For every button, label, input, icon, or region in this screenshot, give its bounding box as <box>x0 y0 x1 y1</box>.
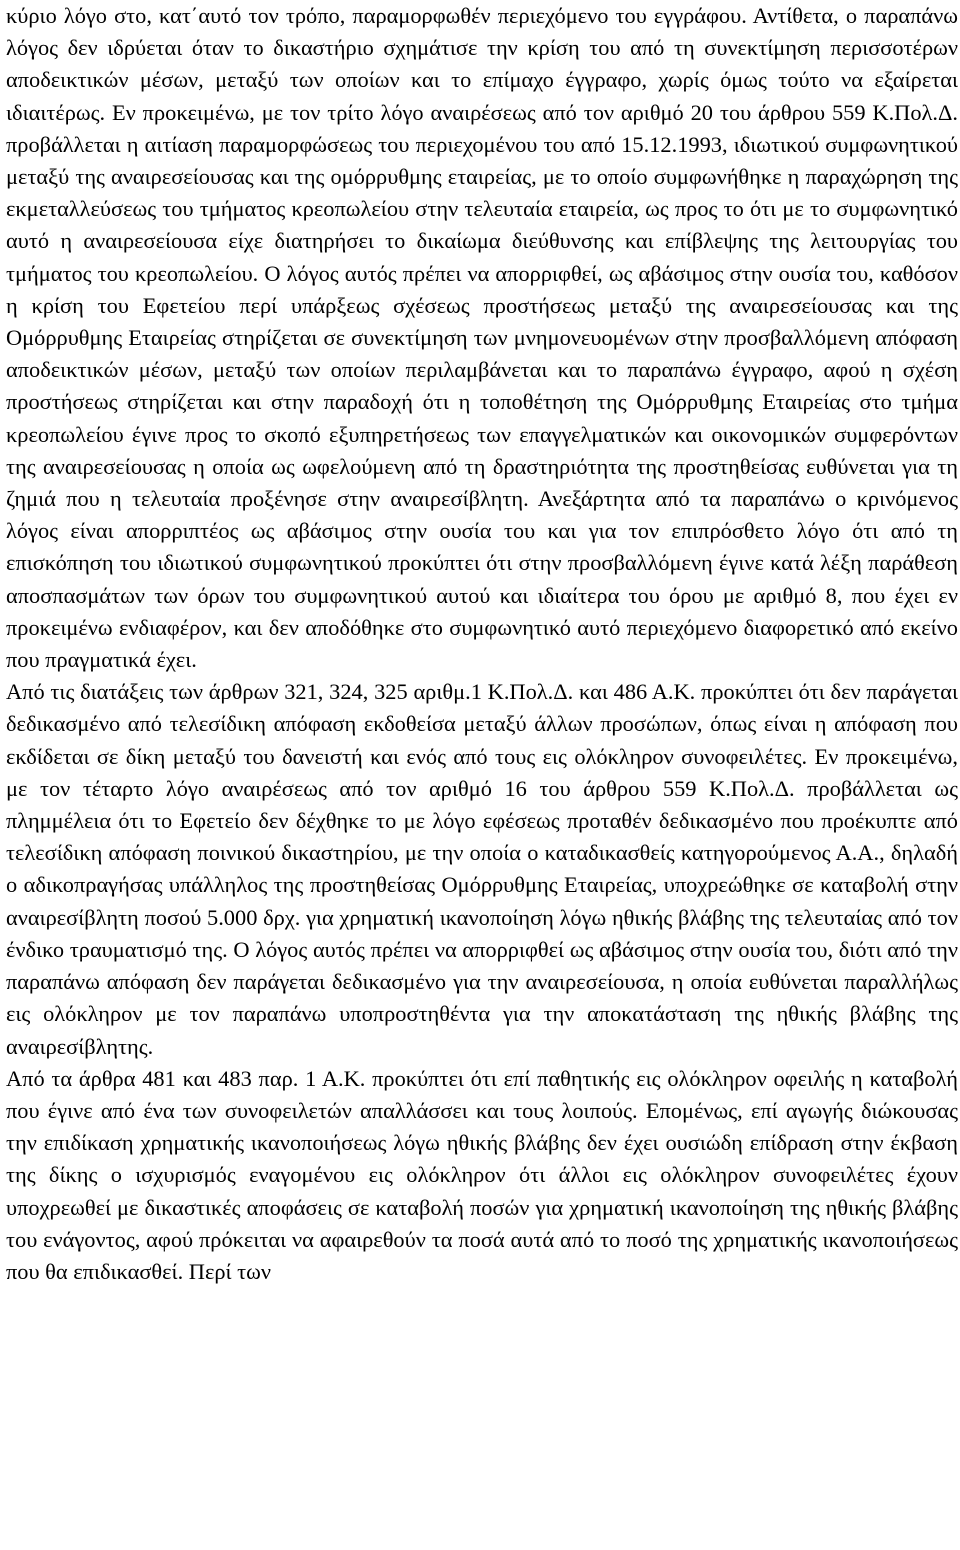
document-paragraph: Από τα άρθρα 481 και 483 παρ. 1 Α.Κ. προκύπτει ότι επί παθητικής εις ολόκληρον οφειλής η καταβολή που έγινε από ένα των συνοφειλετών απαλλάσσει και τους λοιπούς. Επομένως, επί αγωγής διώκουσας την επιδίκαση χρηματικής ικανοποιήσεως λόγω ηθικής βλάβης δεν έχει ουσιώδη επίδραση στην έκβαση της δίκης ο ισχυρισμός εναγομένου εις ολόκληρον ότι άλλοι εις ολόκληρον συνοφειλέτες έχουν υποχρεωθεί με δικαστικές αποφάσεις σε καταβολή ποσών για χρηματική ικανοποίηση της ηθικής βλάβης του ενάγοντος, αφού πρόκειται να αφαιρεθούν τα ποσά αυτά από το ποσό της χρηματικής ικανοποιήσεως που θα επιδικασθεί. Περί των <box>6 1065 958 1284</box>
document-paragraph: Από τις διατάξεις των άρθρων 321, 324, 325 αριθμ.1 Κ.Πολ.Δ. και 486 Α.Κ. προκύπτει ότι δεν παράγεται δεδικασμένο από τελεσίδικη απόφαση εκδοθείσα μεταξύ άλλων προσώπων, όπως είναι η απόφαση που εκδίδεται σε δίκη μεταξύ του δανειστή και ενός από τους εις ολόκληρον συνοφειλέτες. Εν προκειμένω, με τον τέταρτο λόγο αναιρέσεως από τον αριθμό 16 του άρθρου 559 Κ.Πολ.Δ. προβάλλεται ως πλημμέλεια ότι το Εφετείο δεν δέχθηκε το με λόγο εφέσεως προταθέν δεδικασμένο που προέκυπτε από τελεσίδικη απόφαση ποινικού δικαστηρίου, με την οποία ο καταδικασθείς κατηγορούμενος Α.Α., δηλαδή ο αδικοπραγήσας υπάλληλος της προστηθείσας Ομόρρυθμης Εταιρείας, υποχρεώθηκε σε καταβολή στην αναιρεσίβλητη ποσού 5.000 δρχ. για χρηματική ικανοποίηση λόγω ηθικής βλάβης της τελευταίας από τον ένδικο τραυματισμό της. Ο λόγος αυτός πρέπει να απορριφθεί ως αβάσιμος στην ουσία του, διότι από την παραπάνω απόφαση δεν παράγεται δεδικασμένο για την αναιρεσείουσα, η οποία ευθύνεται παραλλήλως εις ολόκληρον με τον παραπάνω υποπροστηθέντα για την αποκατάσταση της ηθικής βλάβης της αναιρεσίβλητης. <box>6 679 958 1059</box>
document-page <box>6 0 958 1288</box>
document-paragraph: κύριο λόγο στο, κατ΄αυτό τον τρόπο, παραμορφωθέν περιεχόμενο του εγγράφου. Αντίθετα, ο παραπάνω λόγος δεν ιδρύεται όταν το δικαστήριο σχημάτισε την κρίση του από τη συνεκτίμηση περισσοτέρων αποδεικτικών μέσων, μεταξύ των οποίων και το επίμαχο έγγραφο, χωρίς όμως τούτο να εξαίρεται ιδιαιτέρως. Εν προκειμένω, με τον τρίτο λόγο αναιρέσεως από τον αριθμό 20 του άρθρου 559 Κ.Πολ.Δ. προβάλλεται η αιτίαση παραμορφώσεως του περιεχομένου του από 15.12.1993, ιδιωτικού συμφωνητικού μεταξύ της αναιρεσείουσας και της ομόρρυθμης εταιρείας, με το οποίο συμφωνήθηκε η παραχώρηση της εκμεταλλεύσεως του τμήματος κρεοπωλείου στην τελευταία εταιρεία, ως προς το ότι με το συμφωνητικό αυτό η αναιρεσείουσα είχε διατηρήσει το δικαίωμα διεύθυνσης και επίβλεψης της λειτουργίας του τμήματος του κρεοπωλείου. Ο λόγος αυτός πρέπει να απορριφθεί, ως αβάσιμος στην ουσία του, καθόσον η κρίση του Εφετείου περί υπάρξεως σχέσεως προστήσεως μεταξύ της αναιρεσείουσας και της Ομόρρυθμης Εταιρείας στηρίζεται σε συνεκτίμηση των μνημονευομένων στην προσβαλλόμενη απόφαση αποδεικτικών μέσων, μεταξύ των οποίων περιλαμβάνεται και το παραπάνω έγγραφο, αφού η σχέση προστήσεως στηρίζεται και στην παραδοχή ότι η τοποθέτηση της Ομόρρυθμης Εταιρείας στο τμήμα κρεοπωλείου έγινε προς το σκοπό εξυπηρετήσεως των επαγγελματικών και οικονομικών συμφερόντων της αναιρεσείουσας η οποία ως ωφελούμενη από τη δραστηριότητα της προστηθείσας ευθύνεται για τη ζημιά που η τελευταία προξένησε στην αναιρεσίβλητη. Ανεξάρτητα από τα παραπάνω ο κρινόμενος λόγος είναι απορριπτέος ως αβάσιμος στην ουσία του και για τον επιπρόσθετο λόγο ότι από τη επισκόπηση του ιδιωτικού συμφωνητικού προκύπτει ότι στην προσβαλλόμενη έγινε κατά λέξη παράθεση αποσπασμάτων των όρων του συμφωνητικού αυτού και ιδιαίτερα του όρου με αριθμό 8, που έχει εν προκειμένω ενδιαφέρον, και δεν αποδόθηκε στο συμφωνητικό αυτό περιεχόμενο διαφορετικό από εκείνο που πραγματικά έχει. <box>6 3 958 673</box>
